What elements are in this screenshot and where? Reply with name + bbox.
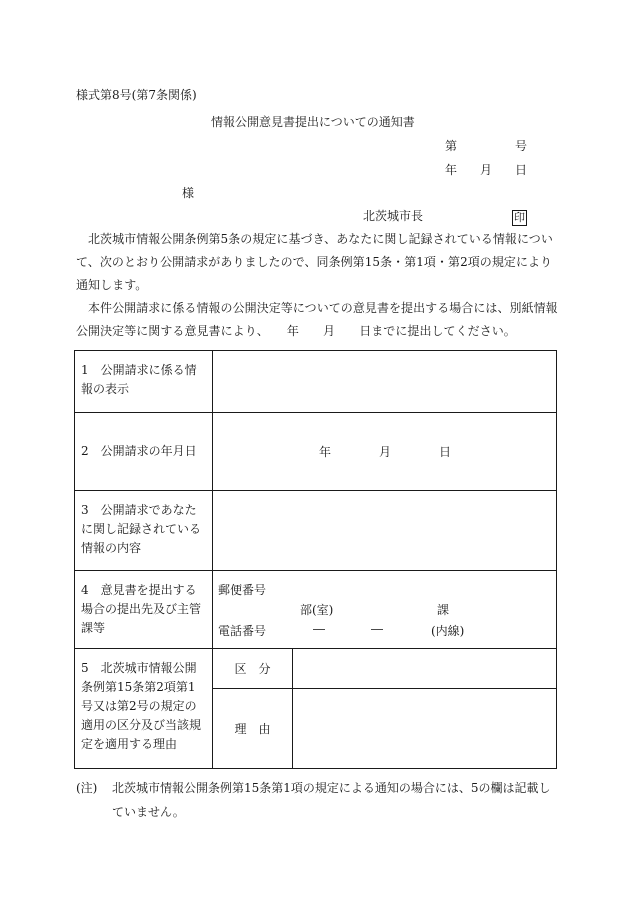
table-row <box>75 413 557 491</box>
row1-content <box>213 351 557 413</box>
row3-label: 3 公開請求であなたに関し記録されている情報の内容 <box>75 491 213 571</box>
row4-label: 4 意見書を提出する場合の提出先及び主管課等 <box>75 571 213 649</box>
row3-content <box>213 491 557 571</box>
dept-label: 部(室) <box>300 603 334 617</box>
date-year: 年 <box>445 163 458 177</box>
body-paragraph-2: 本件公開請求に係る情報の公開決定等についての意見書を提出する場合には、別紙情報公開決定等に関する意見書により、 年 月 日までに提出してください。 <box>76 301 558 338</box>
document-title: 情報公開意見書提出についての通知書 <box>211 115 415 129</box>
table-row <box>75 491 557 571</box>
note-marker: (注) <box>76 781 98 795</box>
postal-code-label: 郵便番号 <box>218 583 267 597</box>
date-month: 月 <box>480 163 493 177</box>
sender-name: 北茨城市長 <box>363 209 424 223</box>
seal-stamp <box>512 206 527 226</box>
row2-month: 月 <box>379 444 392 459</box>
row5-sub-reason: 理 由 <box>213 689 293 769</box>
row2-day: 日 <box>439 444 452 459</box>
row2-content <box>213 413 557 491</box>
table-row <box>75 351 557 413</box>
extension-label: (内線) <box>431 624 465 638</box>
seal-label: 印 <box>514 211 525 224</box>
row5-label: 5 北茨城市情報公開条例第15条第2項第1号又は第2号の規定の適用の区分及び当該規定を適用する理由 <box>75 649 213 769</box>
notification-table <box>74 350 557 769</box>
row5-sub-category: 区 分 <box>213 649 293 689</box>
section-label: 課 <box>437 603 450 617</box>
phone-label: 電話番号 <box>218 624 267 638</box>
table-row <box>75 571 557 649</box>
doc-number-go: 号 <box>515 139 528 153</box>
row2-year: 年 <box>319 444 332 459</box>
addressee-suffix: 様 <box>182 186 195 200</box>
phone-dash-1: ― <box>313 622 325 636</box>
row5-category-content <box>293 649 557 689</box>
row1-label: 1 公開請求に係る情報の表示 <box>75 351 213 413</box>
row5-reason-content <box>293 689 557 769</box>
phone-dash-2: ― <box>371 622 383 636</box>
note <box>76 776 556 824</box>
form-number: 様式第8号(第7条関係) <box>76 88 197 102</box>
note-text: 北茨城市情報公開条例第15条第1項の規定による通知の場合には、5の欄は記載していません。 <box>112 781 551 819</box>
row4-content <box>213 571 557 649</box>
date-day: 日 <box>515 163 528 177</box>
table-row <box>75 649 557 689</box>
doc-number-dai: 第 <box>445 139 458 153</box>
row2-label: 2 公開請求の年月日 <box>75 413 213 491</box>
body-paragraph-1: 北茨城市情報公開条例第5条の規定に基づき、あなたに関し記録されている情報について、次のとおり公開請求がありましたので、同条例第15条・第1項・第2項の規定により通知します。 <box>76 232 553 292</box>
